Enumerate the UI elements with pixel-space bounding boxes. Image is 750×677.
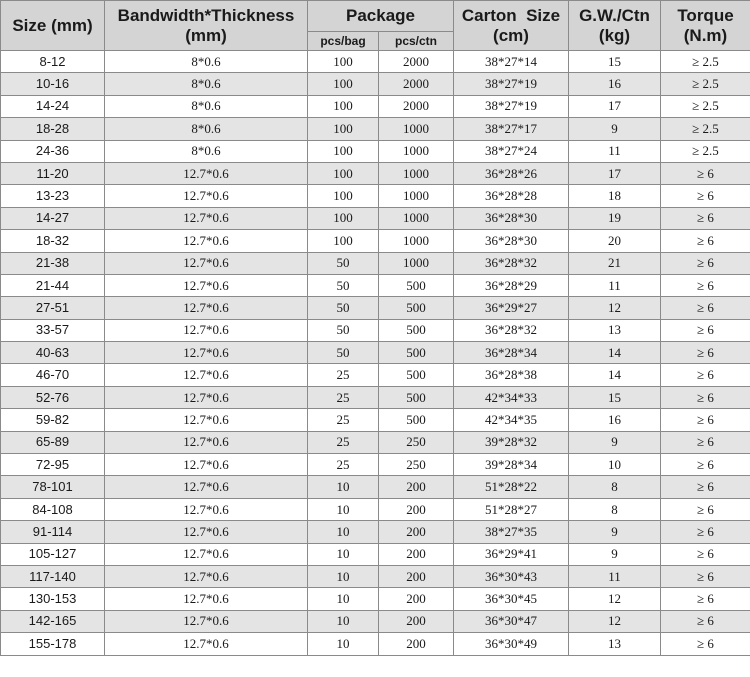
cell-size: 24-36 (1, 140, 105, 162)
table-row (1, 162, 750, 184)
cell-torque: ≥ 6 (661, 252, 750, 274)
cell-torque: ≥ 6 (661, 364, 750, 386)
header-bandwidth-line1: Bandwidth*Thickness (117, 5, 295, 25)
cell-carton-size: 36*28*28 (454, 185, 569, 207)
table-row (1, 364, 750, 386)
cell-carton-size: 38*27*14 (454, 51, 569, 73)
cell-torque: ≥ 6 (661, 274, 750, 296)
cell-torque: ≥ 2.5 (661, 140, 750, 162)
header-gw-line1: G.W./Ctn (579, 5, 650, 25)
cell-torque: ≥ 6 (661, 386, 750, 408)
cell-pcs-ctn: 500 (379, 274, 454, 296)
cell-gross-weight: 13 (569, 319, 661, 341)
cell-pcs-bag: 10 (308, 610, 379, 632)
cell-torque: ≥ 6 (661, 498, 750, 520)
cell-size: 14-24 (1, 95, 105, 117)
cell-pcs-bag: 25 (308, 386, 379, 408)
cell-pcs-ctn: 200 (379, 476, 454, 498)
cell-pcs-ctn: 1000 (379, 162, 454, 184)
cell-gross-weight: 12 (569, 297, 661, 319)
cell-carton-size: 38*27*19 (454, 95, 569, 117)
cell-pcs-ctn: 200 (379, 521, 454, 543)
cell-pcs-bag: 10 (308, 498, 379, 520)
header-pcs-ctn: pcs/ctn (379, 32, 454, 51)
cell-gross-weight: 15 (569, 51, 661, 73)
cell-pcs-ctn: 1000 (379, 118, 454, 140)
cell-pcs-bag: 25 (308, 431, 379, 453)
cell-carton-size: 36*28*30 (454, 230, 569, 252)
table-row (1, 588, 750, 610)
cell-carton-size: 38*27*19 (454, 73, 569, 95)
cell-pcs-bag: 10 (308, 543, 379, 565)
table-row (1, 51, 750, 73)
cell-pcs-ctn: 200 (379, 543, 454, 565)
cell-size: 65-89 (1, 431, 105, 453)
cell-carton-size: 36*28*32 (454, 252, 569, 274)
header-gw-line2: (kg) (598, 25, 631, 45)
table-row (1, 185, 750, 207)
cell-pcs-bag: 100 (308, 207, 379, 229)
cell-gross-weight: 9 (569, 543, 661, 565)
cell-size: 117-140 (1, 565, 105, 587)
cell-gross-weight: 9 (569, 431, 661, 453)
cell-bandwidth: 12.7*0.6 (105, 252, 308, 274)
cell-gross-weight: 9 (569, 521, 661, 543)
cell-pcs-bag: 50 (308, 297, 379, 319)
cell-size: 33-57 (1, 319, 105, 341)
cell-torque: ≥ 6 (661, 565, 750, 587)
header-size-label: Size (mm) (12, 15, 93, 35)
cell-pcs-bag: 50 (308, 342, 379, 364)
table-header (1, 1, 750, 51)
cell-carton-size: 36*28*30 (454, 207, 569, 229)
cell-pcs-ctn: 250 (379, 454, 454, 476)
header-carton-line1: Carton Size (461, 5, 561, 25)
header-package-label: Package (346, 6, 415, 25)
cell-size: 59-82 (1, 409, 105, 431)
cell-size: 72-95 (1, 454, 105, 476)
table-row (1, 386, 750, 408)
table-row (1, 118, 750, 140)
cell-gross-weight: 21 (569, 252, 661, 274)
header-carton-size (454, 1, 569, 51)
table-row (1, 252, 750, 274)
cell-gross-weight: 14 (569, 342, 661, 364)
cell-gross-weight: 15 (569, 386, 661, 408)
cell-gross-weight: 10 (569, 454, 661, 476)
cell-torque: ≥ 6 (661, 633, 750, 655)
cell-bandwidth: 12.7*0.6 (105, 588, 308, 610)
cell-pcs-bag: 25 (308, 364, 379, 386)
cell-pcs-ctn: 1000 (379, 252, 454, 274)
table-row (1, 565, 750, 587)
cell-pcs-bag: 100 (308, 162, 379, 184)
cell-pcs-bag: 10 (308, 565, 379, 587)
cell-bandwidth: 8*0.6 (105, 51, 308, 73)
cell-gross-weight: 11 (569, 565, 661, 587)
table-row (1, 409, 750, 431)
cell-bandwidth: 12.7*0.6 (105, 185, 308, 207)
cell-bandwidth: 12.7*0.6 (105, 230, 308, 252)
cell-pcs-bag: 100 (308, 118, 379, 140)
cell-size: 21-44 (1, 274, 105, 296)
cell-carton-size: 51*28*22 (454, 476, 569, 498)
cell-pcs-ctn: 200 (379, 498, 454, 520)
header-pcs-bag: pcs/bag (308, 32, 379, 51)
cell-carton-size: 36*28*38 (454, 364, 569, 386)
cell-gross-weight: 16 (569, 73, 661, 95)
cell-carton-size: 39*28*34 (454, 454, 569, 476)
cell-torque: ≥ 2.5 (661, 51, 750, 73)
cell-torque: ≥ 6 (661, 409, 750, 431)
cell-pcs-ctn: 500 (379, 319, 454, 341)
cell-bandwidth: 8*0.6 (105, 140, 308, 162)
header-torque-line1: Torque (677, 5, 734, 25)
cell-bandwidth: 12.7*0.6 (105, 454, 308, 476)
cell-pcs-bag: 10 (308, 588, 379, 610)
cell-gross-weight: 13 (569, 633, 661, 655)
cell-carton-size: 42*34*35 (454, 409, 569, 431)
header-torque-line2: (N.m) (683, 25, 728, 45)
cell-size: 142-165 (1, 610, 105, 632)
cell-torque: ≥ 6 (661, 610, 750, 632)
cell-size: 46-70 (1, 364, 105, 386)
table-row (1, 297, 750, 319)
cell-size: 14-27 (1, 207, 105, 229)
cell-pcs-ctn: 1000 (379, 230, 454, 252)
cell-torque: ≥ 6 (661, 431, 750, 453)
cell-bandwidth: 12.7*0.6 (105, 364, 308, 386)
table-row (1, 431, 750, 453)
cell-pcs-ctn: 2000 (379, 95, 454, 117)
cell-gross-weight: 11 (569, 140, 661, 162)
cell-bandwidth: 12.7*0.6 (105, 521, 308, 543)
header-gross-weight (569, 1, 661, 51)
cell-pcs-bag: 50 (308, 274, 379, 296)
cell-carton-size: 36*28*29 (454, 274, 569, 296)
cell-torque: ≥ 6 (661, 476, 750, 498)
cell-bandwidth: 12.7*0.6 (105, 297, 308, 319)
cell-pcs-bag: 100 (308, 140, 379, 162)
header-carton-line2: (cm) (493, 25, 529, 45)
cell-pcs-bag: 10 (308, 521, 379, 543)
cell-pcs-bag: 100 (308, 95, 379, 117)
cell-carton-size: 36*28*32 (454, 319, 569, 341)
cell-pcs-ctn: 500 (379, 297, 454, 319)
table-row (1, 95, 750, 117)
cell-pcs-bag: 25 (308, 454, 379, 476)
cell-size: 11-20 (1, 162, 105, 184)
cell-bandwidth: 12.7*0.6 (105, 386, 308, 408)
cell-carton-size: 36*28*34 (454, 342, 569, 364)
cell-carton-size: 36*28*26 (454, 162, 569, 184)
cell-pcs-bag: 10 (308, 633, 379, 655)
cell-bandwidth: 8*0.6 (105, 118, 308, 140)
cell-size: 155-178 (1, 633, 105, 655)
table-row (1, 230, 750, 252)
cell-carton-size: 38*27*24 (454, 140, 569, 162)
cell-gross-weight: 12 (569, 610, 661, 632)
cell-pcs-ctn: 1000 (379, 140, 454, 162)
cell-bandwidth: 12.7*0.6 (105, 476, 308, 498)
cell-torque: ≥ 6 (661, 185, 750, 207)
header-bandwidth-line2: (mm) (185, 25, 227, 45)
cell-gross-weight: 9 (569, 118, 661, 140)
cell-carton-size: 38*27*17 (454, 118, 569, 140)
cell-carton-size: 36*30*49 (454, 633, 569, 655)
cell-size: 105-127 (1, 543, 105, 565)
cell-torque: ≥ 6 (661, 342, 750, 364)
cell-size: 52-76 (1, 386, 105, 408)
cell-torque: ≥ 6 (661, 297, 750, 319)
header-torque (661, 1, 750, 51)
cell-size: 40-63 (1, 342, 105, 364)
cell-carton-size: 36*30*43 (454, 565, 569, 587)
cell-size: 13-23 (1, 185, 105, 207)
cell-torque: ≥ 2.5 (661, 73, 750, 95)
cell-torque: ≥ 6 (661, 319, 750, 341)
cell-gross-weight: 16 (569, 409, 661, 431)
cell-carton-size: 42*34*33 (454, 386, 569, 408)
cell-bandwidth: 12.7*0.6 (105, 543, 308, 565)
cell-carton-size: 51*28*27 (454, 498, 569, 520)
cell-bandwidth: 12.7*0.6 (105, 610, 308, 632)
cell-pcs-bag: 50 (308, 319, 379, 341)
table-row (1, 633, 750, 655)
cell-pcs-bag: 100 (308, 51, 379, 73)
header-size (1, 1, 105, 51)
cell-size: 18-28 (1, 118, 105, 140)
cell-torque: ≥ 2.5 (661, 95, 750, 117)
cell-pcs-ctn: 500 (379, 386, 454, 408)
cell-pcs-ctn: 250 (379, 431, 454, 453)
cell-gross-weight: 12 (569, 588, 661, 610)
table-row (1, 207, 750, 229)
cell-torque: ≥ 6 (661, 521, 750, 543)
cell-gross-weight: 18 (569, 185, 661, 207)
cell-carton-size: 36*30*45 (454, 588, 569, 610)
cell-bandwidth: 12.7*0.6 (105, 207, 308, 229)
cell-torque: ≥ 6 (661, 588, 750, 610)
cell-pcs-ctn: 200 (379, 633, 454, 655)
cell-bandwidth: 12.7*0.6 (105, 409, 308, 431)
cell-bandwidth: 12.7*0.6 (105, 274, 308, 296)
cell-size: 21-38 (1, 252, 105, 274)
cell-pcs-ctn: 500 (379, 364, 454, 386)
cell-gross-weight: 17 (569, 162, 661, 184)
cell-pcs-ctn: 2000 (379, 51, 454, 73)
cell-carton-size: 36*29*41 (454, 543, 569, 565)
table-body (1, 51, 750, 656)
header-bandwidth (105, 1, 308, 51)
cell-bandwidth: 12.7*0.6 (105, 342, 308, 364)
cell-torque: ≥ 6 (661, 230, 750, 252)
cell-size: 8-12 (1, 51, 105, 73)
cell-carton-size: 36*30*47 (454, 610, 569, 632)
cell-size: 18-32 (1, 230, 105, 252)
table-row (1, 498, 750, 520)
cell-bandwidth: 12.7*0.6 (105, 565, 308, 587)
table-row (1, 319, 750, 341)
cell-torque: ≥ 6 (661, 543, 750, 565)
cell-torque: ≥ 2.5 (661, 118, 750, 140)
table-row (1, 521, 750, 543)
cell-bandwidth: 12.7*0.6 (105, 162, 308, 184)
cell-pcs-ctn: 500 (379, 342, 454, 364)
cell-pcs-bag: 100 (308, 73, 379, 95)
cell-pcs-ctn: 500 (379, 409, 454, 431)
cell-bandwidth: 12.7*0.6 (105, 633, 308, 655)
cell-size: 130-153 (1, 588, 105, 610)
cell-pcs-bag: 10 (308, 476, 379, 498)
cell-pcs-bag: 25 (308, 409, 379, 431)
cell-size: 91-114 (1, 521, 105, 543)
cell-gross-weight: 8 (569, 476, 661, 498)
cell-pcs-bag: 100 (308, 230, 379, 252)
cell-bandwidth: 8*0.6 (105, 73, 308, 95)
table-row (1, 476, 750, 498)
cell-torque: ≥ 6 (661, 207, 750, 229)
header-package (308, 1, 454, 32)
cell-bandwidth: 12.7*0.6 (105, 431, 308, 453)
cell-gross-weight: 19 (569, 207, 661, 229)
cell-gross-weight: 20 (569, 230, 661, 252)
table-row (1, 543, 750, 565)
cell-gross-weight: 11 (569, 274, 661, 296)
cell-torque: ≥ 6 (661, 454, 750, 476)
cell-pcs-bag: 50 (308, 252, 379, 274)
cell-carton-size: 36*29*27 (454, 297, 569, 319)
cell-bandwidth: 12.7*0.6 (105, 498, 308, 520)
table-row (1, 140, 750, 162)
cell-carton-size: 38*27*35 (454, 521, 569, 543)
cell-size: 27-51 (1, 297, 105, 319)
table-row (1, 73, 750, 95)
table-row (1, 610, 750, 632)
cell-size: 84-108 (1, 498, 105, 520)
table-row (1, 274, 750, 296)
cell-gross-weight: 17 (569, 95, 661, 117)
cell-carton-size: 39*28*32 (454, 431, 569, 453)
cell-pcs-bag: 100 (308, 185, 379, 207)
cell-pcs-ctn: 1000 (379, 185, 454, 207)
table-row (1, 342, 750, 364)
cell-torque: ≥ 6 (661, 162, 750, 184)
cell-gross-weight: 8 (569, 498, 661, 520)
cell-pcs-ctn: 200 (379, 565, 454, 587)
cell-pcs-ctn: 2000 (379, 73, 454, 95)
cell-bandwidth: 12.7*0.6 (105, 319, 308, 341)
cell-pcs-ctn: 1000 (379, 207, 454, 229)
cell-size: 10-16 (1, 73, 105, 95)
cell-pcs-ctn: 200 (379, 588, 454, 610)
cell-size: 78-101 (1, 476, 105, 498)
cell-gross-weight: 14 (569, 364, 661, 386)
cell-pcs-ctn: 200 (379, 610, 454, 632)
table-row (1, 454, 750, 476)
cell-bandwidth: 8*0.6 (105, 95, 308, 117)
